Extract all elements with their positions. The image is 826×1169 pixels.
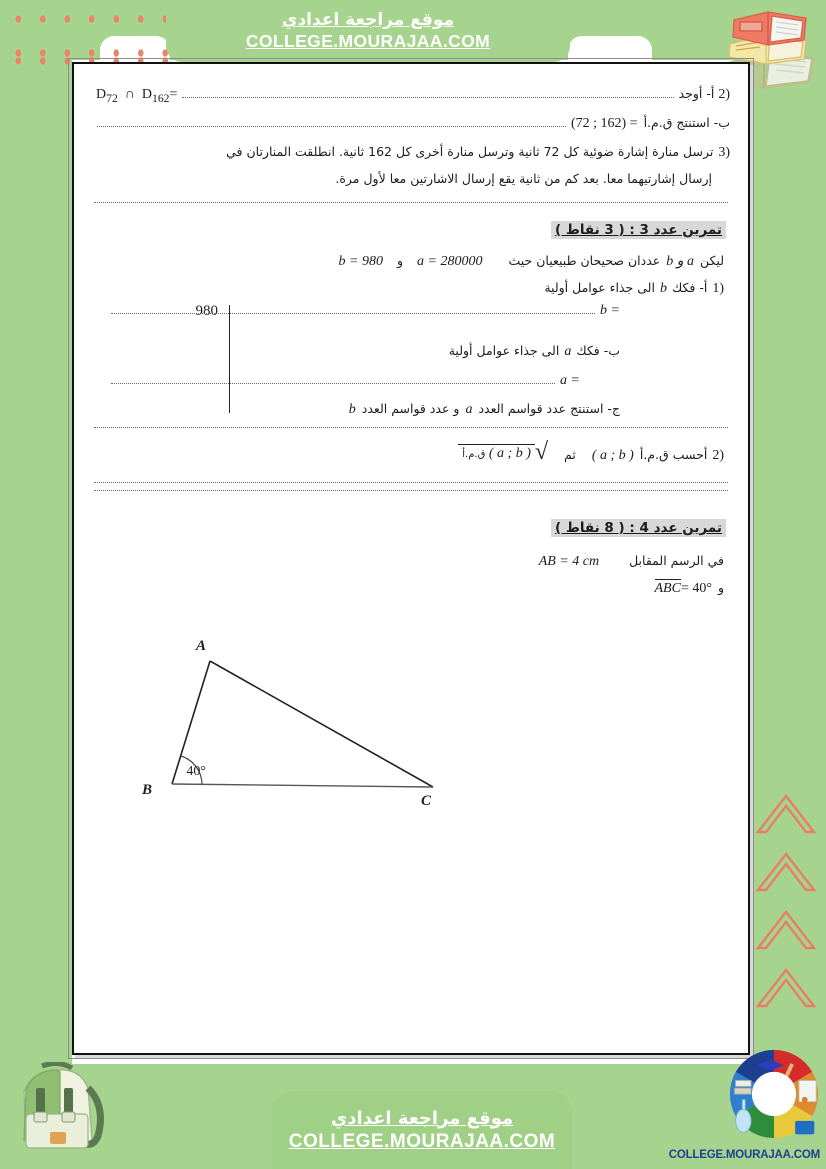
- left-green-band: [0, 0, 72, 1169]
- answer-dotted-line[interactable]: [111, 313, 595, 314]
- exercise-3-q1b-suffix: الى جذاء عوامل أولية: [448, 342, 560, 358]
- site-header: [166, 0, 570, 62]
- question-3-number: (3: [718, 144, 730, 160]
- answer-dotted-line[interactable]: [94, 482, 728, 483]
- long-division-area: [92, 301, 730, 421]
- exercise-3-q1c-prefix: ج- استنتج عدد قواسم العدد: [478, 400, 620, 416]
- site-footer: [272, 1091, 572, 1169]
- a-answer-row: [106, 373, 580, 389]
- exercise-4-title-wrap: [92, 519, 730, 537]
- exercise-3-q1-number: (1: [712, 280, 724, 296]
- exercise-3-title: تمرين عدد 3 : ( 3 نقاط ): [551, 221, 726, 239]
- question-2-number: (2: [718, 87, 730, 102]
- exercise-3-q1a-row: [92, 280, 730, 297]
- b-answer-row: [106, 303, 620, 319]
- question-3-line-2: إرسال إشارتيهما معا. بعد كم من ثانية يقع إرسال الاشارتين معا لأول مرة.: [335, 170, 712, 186]
- exercise-4-title: تمرين عدد 4 : ( 8 نقاط ): [551, 519, 726, 537]
- chevron-up-icon: [754, 848, 818, 894]
- variable-b: b: [659, 280, 667, 296]
- question-3-line-1: ترسل منارة إشارة ضوئية كل 72 ثانية وترسل منارة أخرى كل 162 ثانية. انطلقت المنارتان في: [226, 143, 714, 159]
- chevron-up-icon: [754, 964, 818, 1010]
- exercise-3-intro-row: [92, 253, 730, 270]
- exercise-3-q2-then: ثم: [564, 446, 576, 462]
- backpack-icon: [2, 1062, 114, 1165]
- segment-bc: [172, 784, 433, 787]
- b-answer-label: b =: [600, 302, 620, 318]
- question-2a-row: [92, 86, 730, 105]
- variable-a: a: [564, 343, 572, 359]
- vertex-label-b: B: [141, 781, 152, 798]
- sqrt-symbol: √: [534, 438, 549, 465]
- question-3-row: [92, 144, 730, 161]
- angle-abc-label: ABC: [654, 580, 681, 596]
- value-b: b = 980: [338, 253, 383, 269]
- exercise-3-intro-prefix: ليكن: [700, 252, 724, 268]
- exercise-3-q1a-prefix: أ- فكك: [671, 279, 708, 295]
- division-vertical-bar: [229, 305, 231, 413]
- exercise-3-q1a-suffix: الى جذاء عوامل أولية: [544, 279, 655, 295]
- answer-dotted-line[interactable]: [94, 202, 728, 203]
- exercise-3-q2-number: (2: [712, 447, 724, 463]
- vertex-label-a: A: [195, 637, 206, 654]
- footer-logo-url: COLLEGE.MOURAJAA.COM: [668, 1149, 820, 1161]
- angle-abc-value: = 40°: [680, 580, 712, 596]
- ab-length-value: AB = 4 cm: [538, 553, 600, 569]
- angle-abc-expression: [655, 580, 712, 597]
- vertex-label-c: C: [420, 792, 431, 809]
- exam-sheet-content: [74, 64, 748, 1053]
- answer-dotted-line[interactable]: [94, 490, 728, 491]
- answer-dotted-line[interactable]: [182, 97, 673, 98]
- exam-page: [72, 62, 750, 1055]
- exercise-3-q2-text: أحسب ق.م.أ: [639, 446, 708, 462]
- conjunction-and: و: [397, 252, 404, 268]
- footer-url[interactable]: COLLEGE.MOURAJAA.COM: [288, 1130, 556, 1152]
- exercise-3-q1b-prefix: ب- فكك: [576, 342, 620, 358]
- exercise-4-angle-row: [92, 580, 730, 597]
- footer-title-arabic: موقع مراجعة اعدادي: [330, 1107, 514, 1129]
- site-url[interactable]: COLLEGE.MOURAJAA.COM: [245, 31, 491, 51]
- division-dividend-980: 980: [195, 302, 218, 319]
- question-3-row-2: [92, 171, 730, 186]
- sqrt-pair-a-b: ( a ; b ): [488, 445, 531, 461]
- variable-a: a: [465, 401, 473, 417]
- a-answer-label: a =: [560, 372, 580, 388]
- value-a: a = 280000: [417, 253, 483, 269]
- triangle-figure: [92, 619, 730, 834]
- education-circle-logo: [726, 1046, 822, 1147]
- question-2a-label: أ- أوجد: [678, 86, 715, 101]
- exercise-3-q1c-middle: و عدد قواسم العدد: [361, 400, 460, 416]
- answer-dotted-line[interactable]: [94, 427, 728, 428]
- variables-a-b: a و b: [666, 253, 694, 269]
- answer-dotted-line[interactable]: [111, 383, 555, 384]
- sqrt-gcd-label: ق.م.أ: [462, 448, 486, 460]
- question-2b-label: ب- استنتج ق.م.أ: [643, 114, 730, 130]
- exercise-3-q2-row: [92, 438, 730, 465]
- exercise-4-intro: في الرسم المقابل: [629, 552, 724, 568]
- gcd-pair-a-b: ( a ; b ): [591, 447, 634, 463]
- exercise-3-q1c-row: [343, 401, 620, 418]
- exercise-3-q1b-row: [449, 343, 620, 360]
- conjunction-and: و: [717, 579, 724, 595]
- chevron-up-icon: [754, 790, 818, 836]
- chevron-up-icon: [754, 906, 818, 952]
- answer-dotted-line[interactable]: [97, 126, 566, 127]
- exercise-3-title-wrap: [92, 221, 730, 239]
- gcd-pair-72-162: (72 ; 162) =: [570, 115, 638, 131]
- exercise-4-intro-row: [92, 553, 730, 570]
- question-2b-row: [92, 115, 730, 132]
- exercise-3-intro-middle: عددان صحيحان طبيعيان حيث: [508, 252, 661, 268]
- variable-b: b: [348, 401, 356, 417]
- angle-measure-label: 40°: [186, 763, 206, 779]
- divisors-expression: $D_{72}$ ∩ $D_{162}=$: [96, 87, 178, 105]
- segment-ac: [210, 661, 433, 787]
- site-title-arabic: موقع مراجعة اعدادي: [281, 10, 455, 30]
- sqrt-expression: [458, 438, 549, 465]
